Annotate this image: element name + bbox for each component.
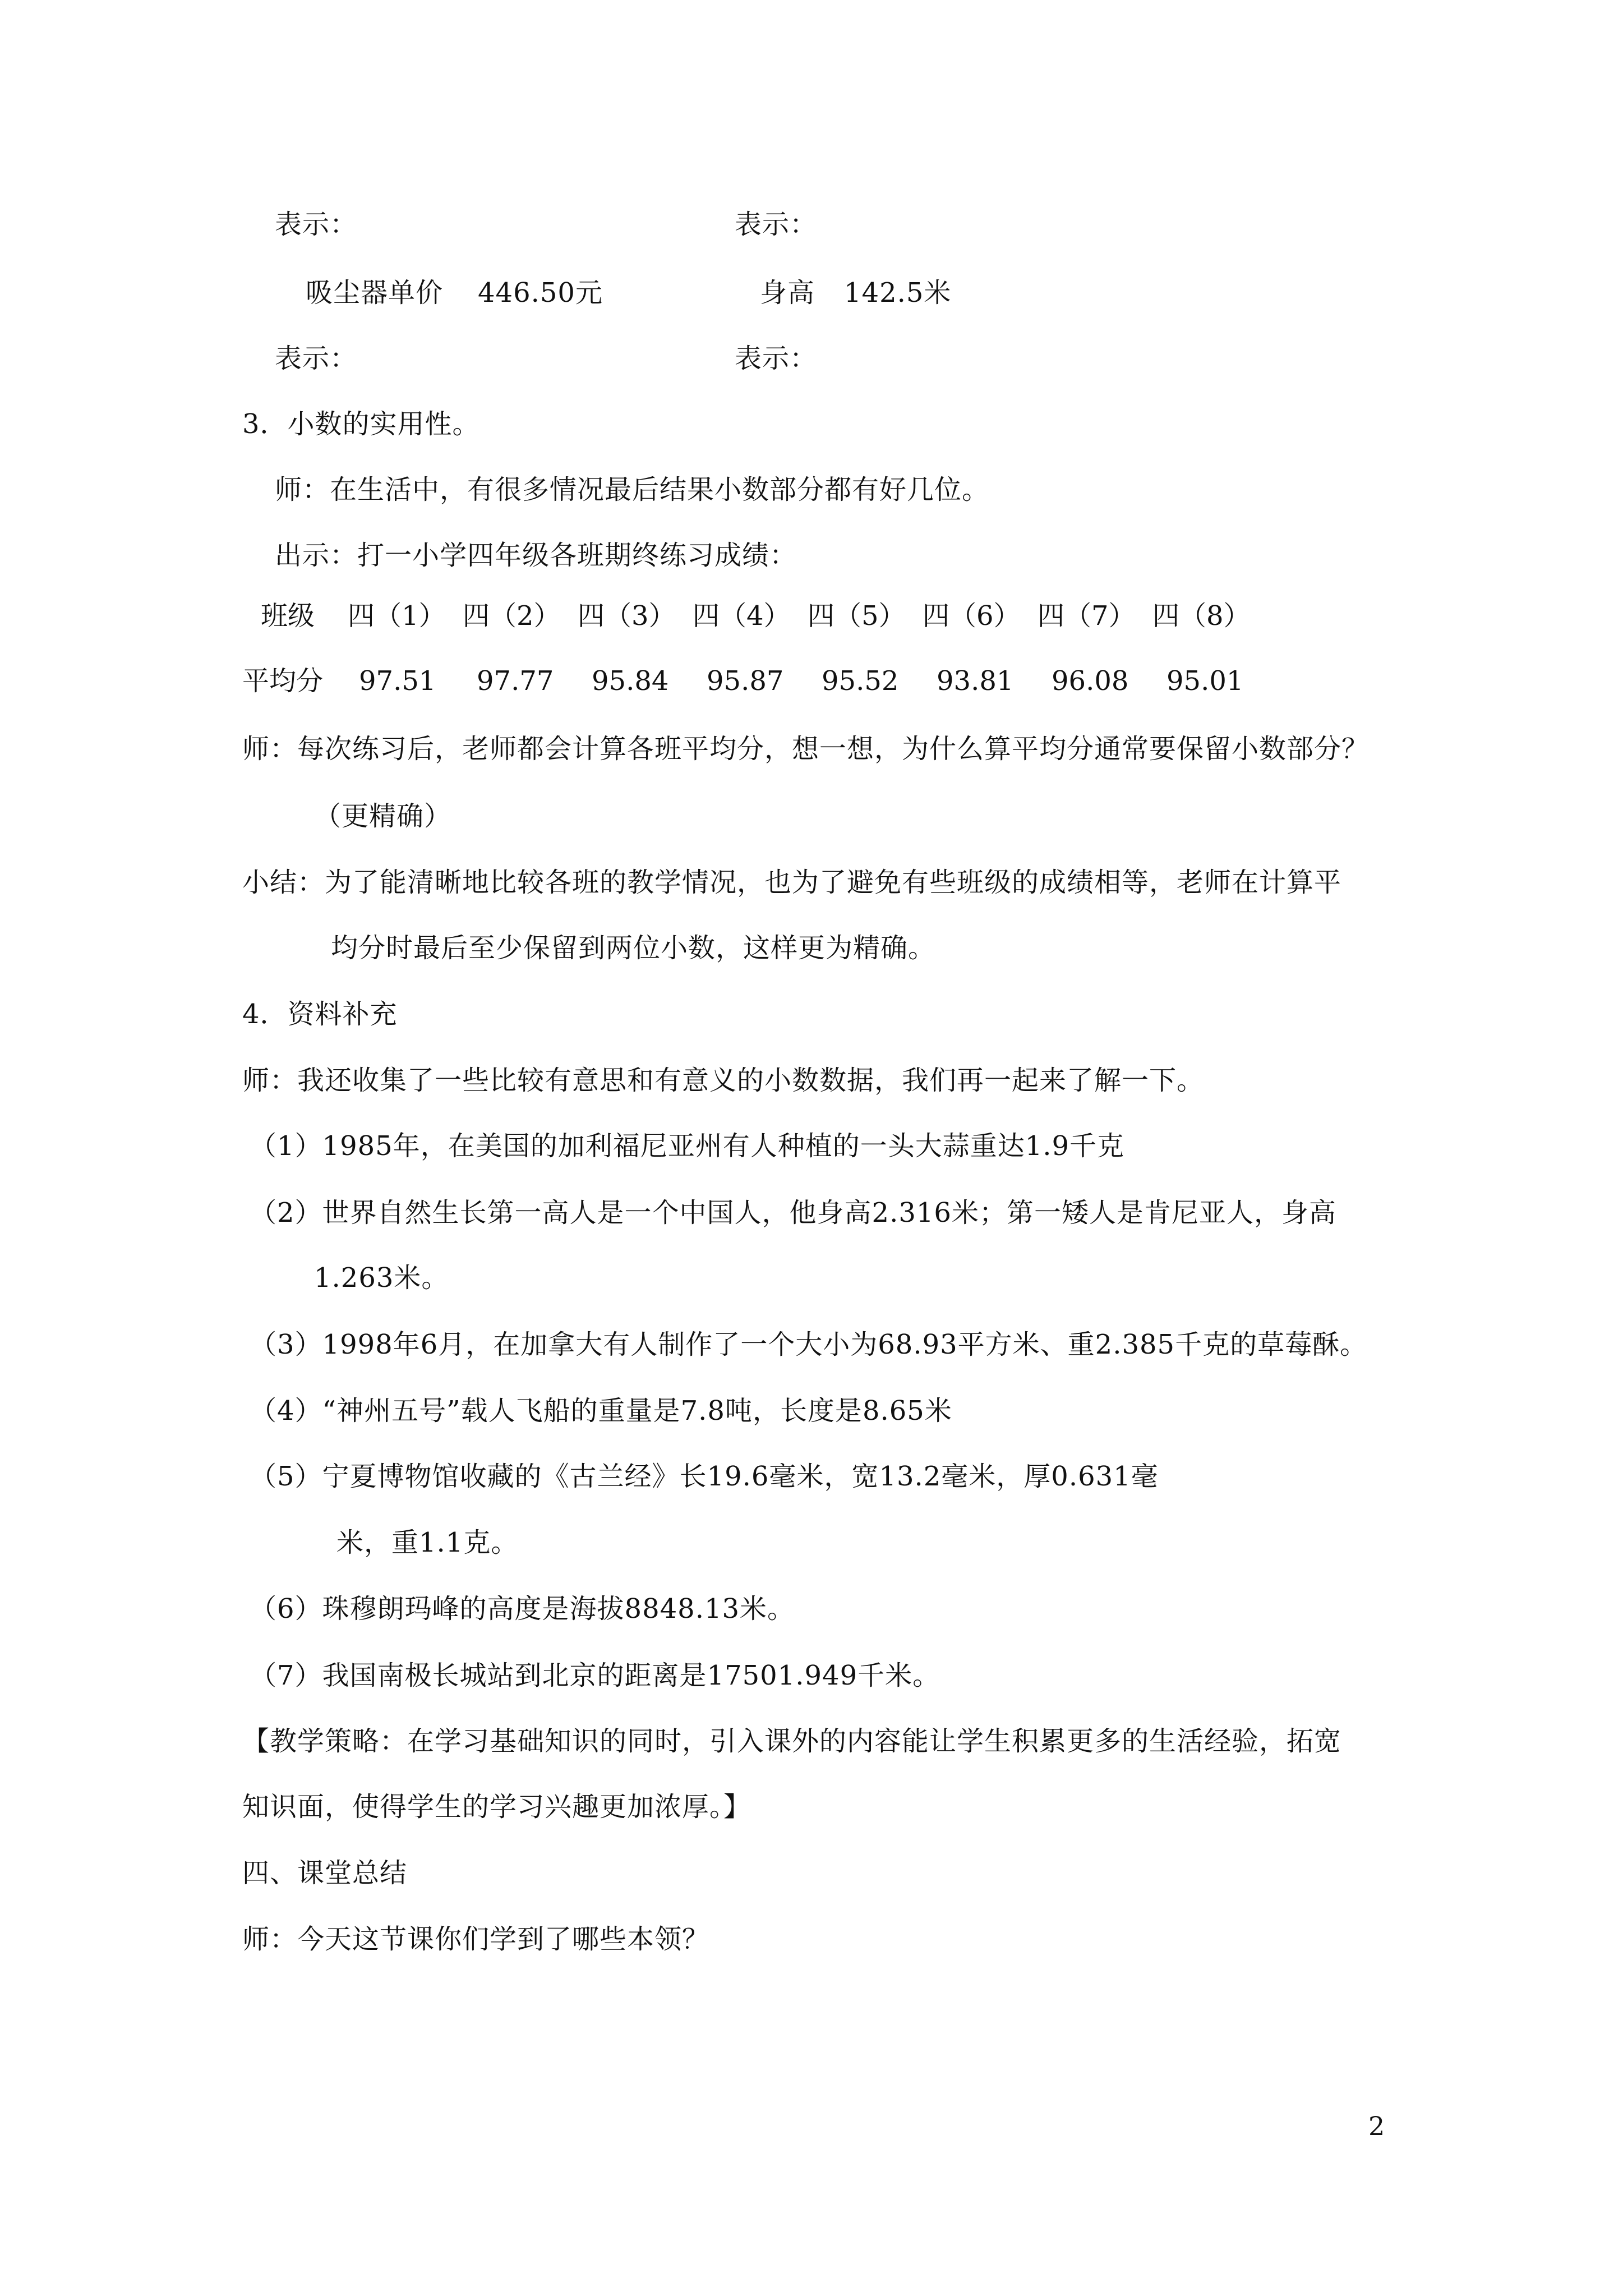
fact-item-continuation: 1.263米。 [314, 1262, 449, 1294]
show-line: 出示：打一小学四年级各班期终练习成绩： [275, 540, 797, 571]
fact-item: （7）我国南极长城站到北京的距离是17501.949千米。 [250, 1660, 940, 1691]
fact-item: （2）世界自然生长第一高人是一个中国人，他身高2.316米；第一矮人是肯尼亚人，身高 [250, 1197, 1336, 1228]
rep-label-left-1: 表示： [275, 209, 358, 240]
fact-item-continuation: 米，重1.1克。 [336, 1527, 519, 1558]
fact-item: （1）1985年，在美国的加利福尼亚州有人种植的一头大蒜重达1.9千克 [250, 1130, 1125, 1162]
teacher-line-2: 师：我还收集了一些比较有意思和有意义的小数数据，我们再一起来了解一下。 [242, 1065, 1205, 1096]
class-name: 四（4） [693, 600, 791, 632]
closing-line: 师：今天这节课你们学到了哪些本领？ [242, 1924, 710, 1955]
rep-label-left-2: 表示： [275, 343, 358, 374]
average-score-value: 93.81 [937, 665, 1014, 697]
section-3-heading: 3．小数的实用性。 [242, 408, 480, 440]
average-score-value: 95.84 [592, 665, 669, 697]
fact-item: （6）珠穆朗玛峰的高度是海拔8848.13米。 [250, 1593, 795, 1625]
fact-item: （3）1998年6月，在加拿大有人制作了一个大小为68.93平方米、重2.385千克的草莓酥。 [250, 1329, 1368, 1360]
rep-label-right-2: 表示： [735, 343, 818, 374]
average-score-value: 95.01 [1166, 665, 1244, 697]
height-value: 142.5米 [844, 277, 952, 309]
answer-line: （更精确） [314, 800, 452, 832]
section-4-heading: 4．资料补充 [242, 999, 398, 1030]
question-line: 师：每次练习后，老师都会计算各班平均分，想一想，为什么算平均分通常要保留小数部分？ [242, 733, 1370, 765]
average-score-value: 96.08 [1052, 665, 1129, 697]
class-header-label: 班级 [261, 600, 315, 632]
class-header-row [261, 599, 1382, 633]
class-name: 四（3） [578, 600, 676, 632]
strategy-line-2: 知识面，使得学生的学习兴趣更加浓厚。】 [242, 1791, 751, 1823]
class-name: 四（5） [808, 600, 906, 632]
page-number: 2 [1368, 2111, 1385, 2141]
average-score-label: 平均分 [242, 665, 324, 697]
class-name: 四（8） [1152, 600, 1251, 632]
section-four-title: 四、课堂总结 [242, 1857, 408, 1889]
strategy-line-1: 【教学策略：在学习基础知识的同时，引入课外的内容能让学生积累更多的生活经验，拓宽 [242, 1726, 1342, 1757]
summary-line-2: 均分时最后至少保留到两位小数，这样更为精确。 [331, 932, 936, 964]
average-score-value: 97.77 [477, 665, 554, 697]
rep-label-right-1: 表示： [735, 209, 818, 240]
summary-line-1: 小结：为了能清晰地比较各班的教学情况，也为了避免有些班级的成绩相等，老师在计算平 [242, 867, 1342, 898]
height-item: 身高 [760, 277, 815, 309]
fact-item: （5）宁夏博物馆收藏的《古兰经》长19.6毫米，宽13.2毫米，厚0.631毫 [250, 1461, 1159, 1492]
class-name: 四（1） [348, 600, 446, 632]
average-score-value: 95.87 [707, 665, 784, 697]
class-name: 四（7） [1038, 600, 1136, 632]
vacuum-price-item: 吸尘器单价 [306, 277, 444, 309]
class-name: 四（2） [463, 600, 561, 632]
fact-item: （4）“神州五号”载人飞船的重量是7.8吨，长度是8.65米 [250, 1395, 952, 1427]
teacher-line-1: 师：在生活中，有很多情况最后结果小数部分都有好几位。 [275, 474, 990, 505]
vacuum-price-value: 446.50元 [478, 277, 603, 309]
average-score-value: 95.52 [822, 665, 899, 697]
average-score-value: 97.51 [359, 665, 436, 697]
average-score-row [242, 664, 1364, 698]
class-name: 四（6） [923, 600, 1021, 632]
